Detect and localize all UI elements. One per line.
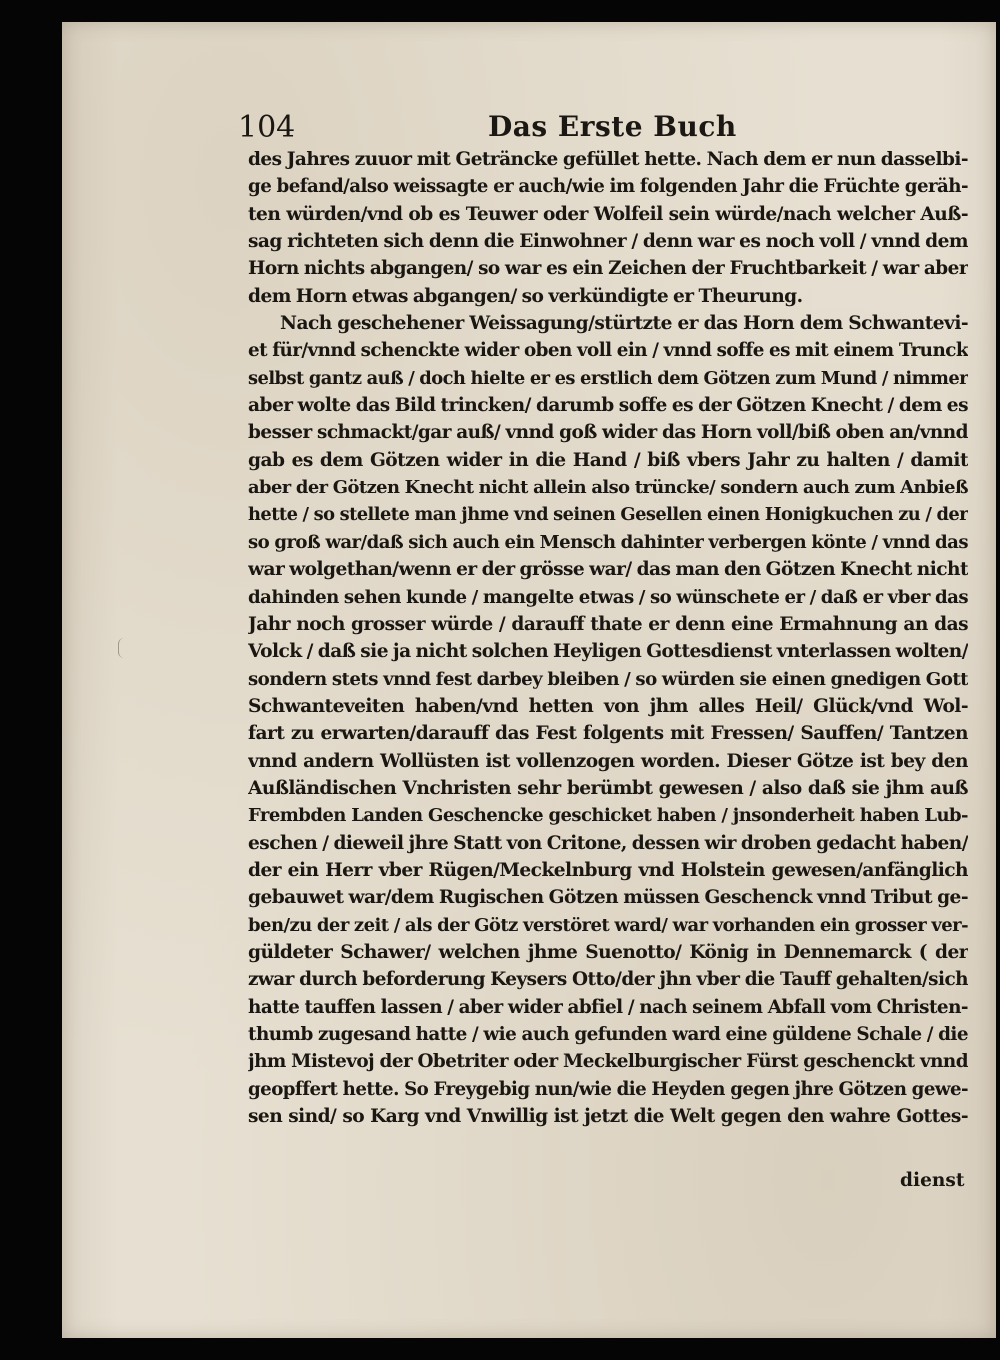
margin-mark [118,638,125,658]
text-line: ben/zu der zeit / als der Götz verstöret ward/ war vorhanden ein grosser ver- [248,914,968,936]
text-line: Volck / daß sie ja nicht solchen Heyligen Gottesdienst vnterlassen wolten/ [248,641,968,663]
text-line: so groß war/daß sich auch ein Mensch dahinter verbergen könte / vnnd das [248,531,968,553]
text-line: des Jahres zuuor mit Geträncke gefüllet hette. Nach dem er nun dasselbi- [248,149,968,170]
text-line: der ein Herr vber Rügen/Meckelnburg vnd Holstein gewesen/anfänglich [248,859,968,881]
text-line: ten würden/vnd ob es Teuwer oder Wolfeil sein würde/nach welcher Auß- [248,203,968,225]
text-line: hette / so stellete man jhme vnd seinen Gesellen einen Honigkuchen zu / der [248,504,968,526]
running-title: Das Erste Buch [488,110,737,143]
catchword: dienst [900,1170,965,1191]
text-line: sondern stets vnnd fest darbey bleiben / so würden sie einen gnedigen Gott [248,668,968,690]
text-line: dem Horn etwas abgangen/ so verkündigte er Theurung. [248,285,803,307]
page-number: 104 [238,110,296,145]
page-header [238,106,978,146]
text-line: sen sind/ so Karg vnd Vnwillig ist jetzt die Welt gegen den wahre Gottes- [248,1106,968,1128]
text-line: zwar durch beforderung Keysers Otto/der jhn vber die Tauff gehalten/sich [248,969,968,991]
text-line: Jahr noch grosser würde / darauff thate er denn eine Ermahnung an das [248,613,968,635]
text-line: eschen / dieweil jhre Statt von Critone, dessen wir droben gedacht haben/ [248,832,968,854]
text-line: et für/vnnd schenckte wider oben voll ein / vnnd soffe es mit einem Trunck [248,340,968,362]
text-line: thumb zugesand hatte / wie auch gefunden ward eine güldene Schale / die [248,1024,968,1045]
text-line: Horn nichts abgangen/ so war es ein Zeichen der Fruchtbarkeit / war aber [248,258,968,280]
text-line: war wolgethan/wenn er der grösse war/ das man den Götzen Knecht nicht [248,559,968,581]
text-line: sag richteten sich denn die Einwohner / denn war es noch voll / vnnd dem [248,231,968,253]
text-line: gab es dem Götzen wider in die Hand / biß vbers Jahr zu halten / damit [248,449,968,471]
text-line: aber wolte das Bild trincken/ darumb soffe es der Götzen Knecht / dem es [248,395,968,417]
text-line: Nach geschehener Weissagung/stürtzte er das Horn dem Schwantevi- [280,313,968,335]
text-line: aber der Götzen Knecht nicht allein also trüncke/ sondern auch zum Anbieß [248,477,968,499]
text-line: jhm Mistevoj der Obetriter oder Meckelburgischer Fürst geschenckt vnnd [248,1051,968,1073]
text-line: güldeter Schawer/ welchen jhme Suenotto/ König in Dennemarck ( der [248,941,968,963]
body-text [248,146,968,1130]
text-line: dahinden sehen kunde / mangelte etwas / so wünschete er / daß er vber das [248,586,968,608]
text-line: ge befand/also weissagte er auch/wie im folgenden Jahr die Früchte geräh- [248,176,968,198]
text-line: hatte tauffen lassen / aber wider abfiel / nach seinem Abfall vom Christen- [248,996,968,1018]
text-line: vnnd andern Wollüsten ist vollenzogen worden. Dieser Götze ist bey den [248,750,968,772]
text-line: fart zu erwarten/darauff das Fest folgents mit Fressen/ Sauffen/ Tantzen [248,723,968,745]
text-line: Außländischen Vnchristen sehr berümbt gewesen / also daß sie jhm auß [248,777,968,799]
text-line: gebauwet war/dem Rugischen Götzen müssen Geschenck vnnd Tribut ge- [248,887,968,909]
text-line: Schwanteveiten haben/vnd hetten von jhm alles Heil/ Glück/vnd Wol- [248,695,968,717]
text-line: geopffert hette. So Freygebig nun/wie die Heyden gegen jhre Götzen gewe- [248,1078,968,1100]
text-line: Frembden Landen Geschencke geschicket haben / jnsonderheit haben Lub- [248,805,968,827]
text-line: besser schmackt/gar auß/ vnnd goß wider das Horn voll/biß oben an/vnnd [248,422,968,444]
text-line: selbst gantz auß / doch hielte er es erstlich dem Götzen zum Mund / nimmer [248,367,968,389]
